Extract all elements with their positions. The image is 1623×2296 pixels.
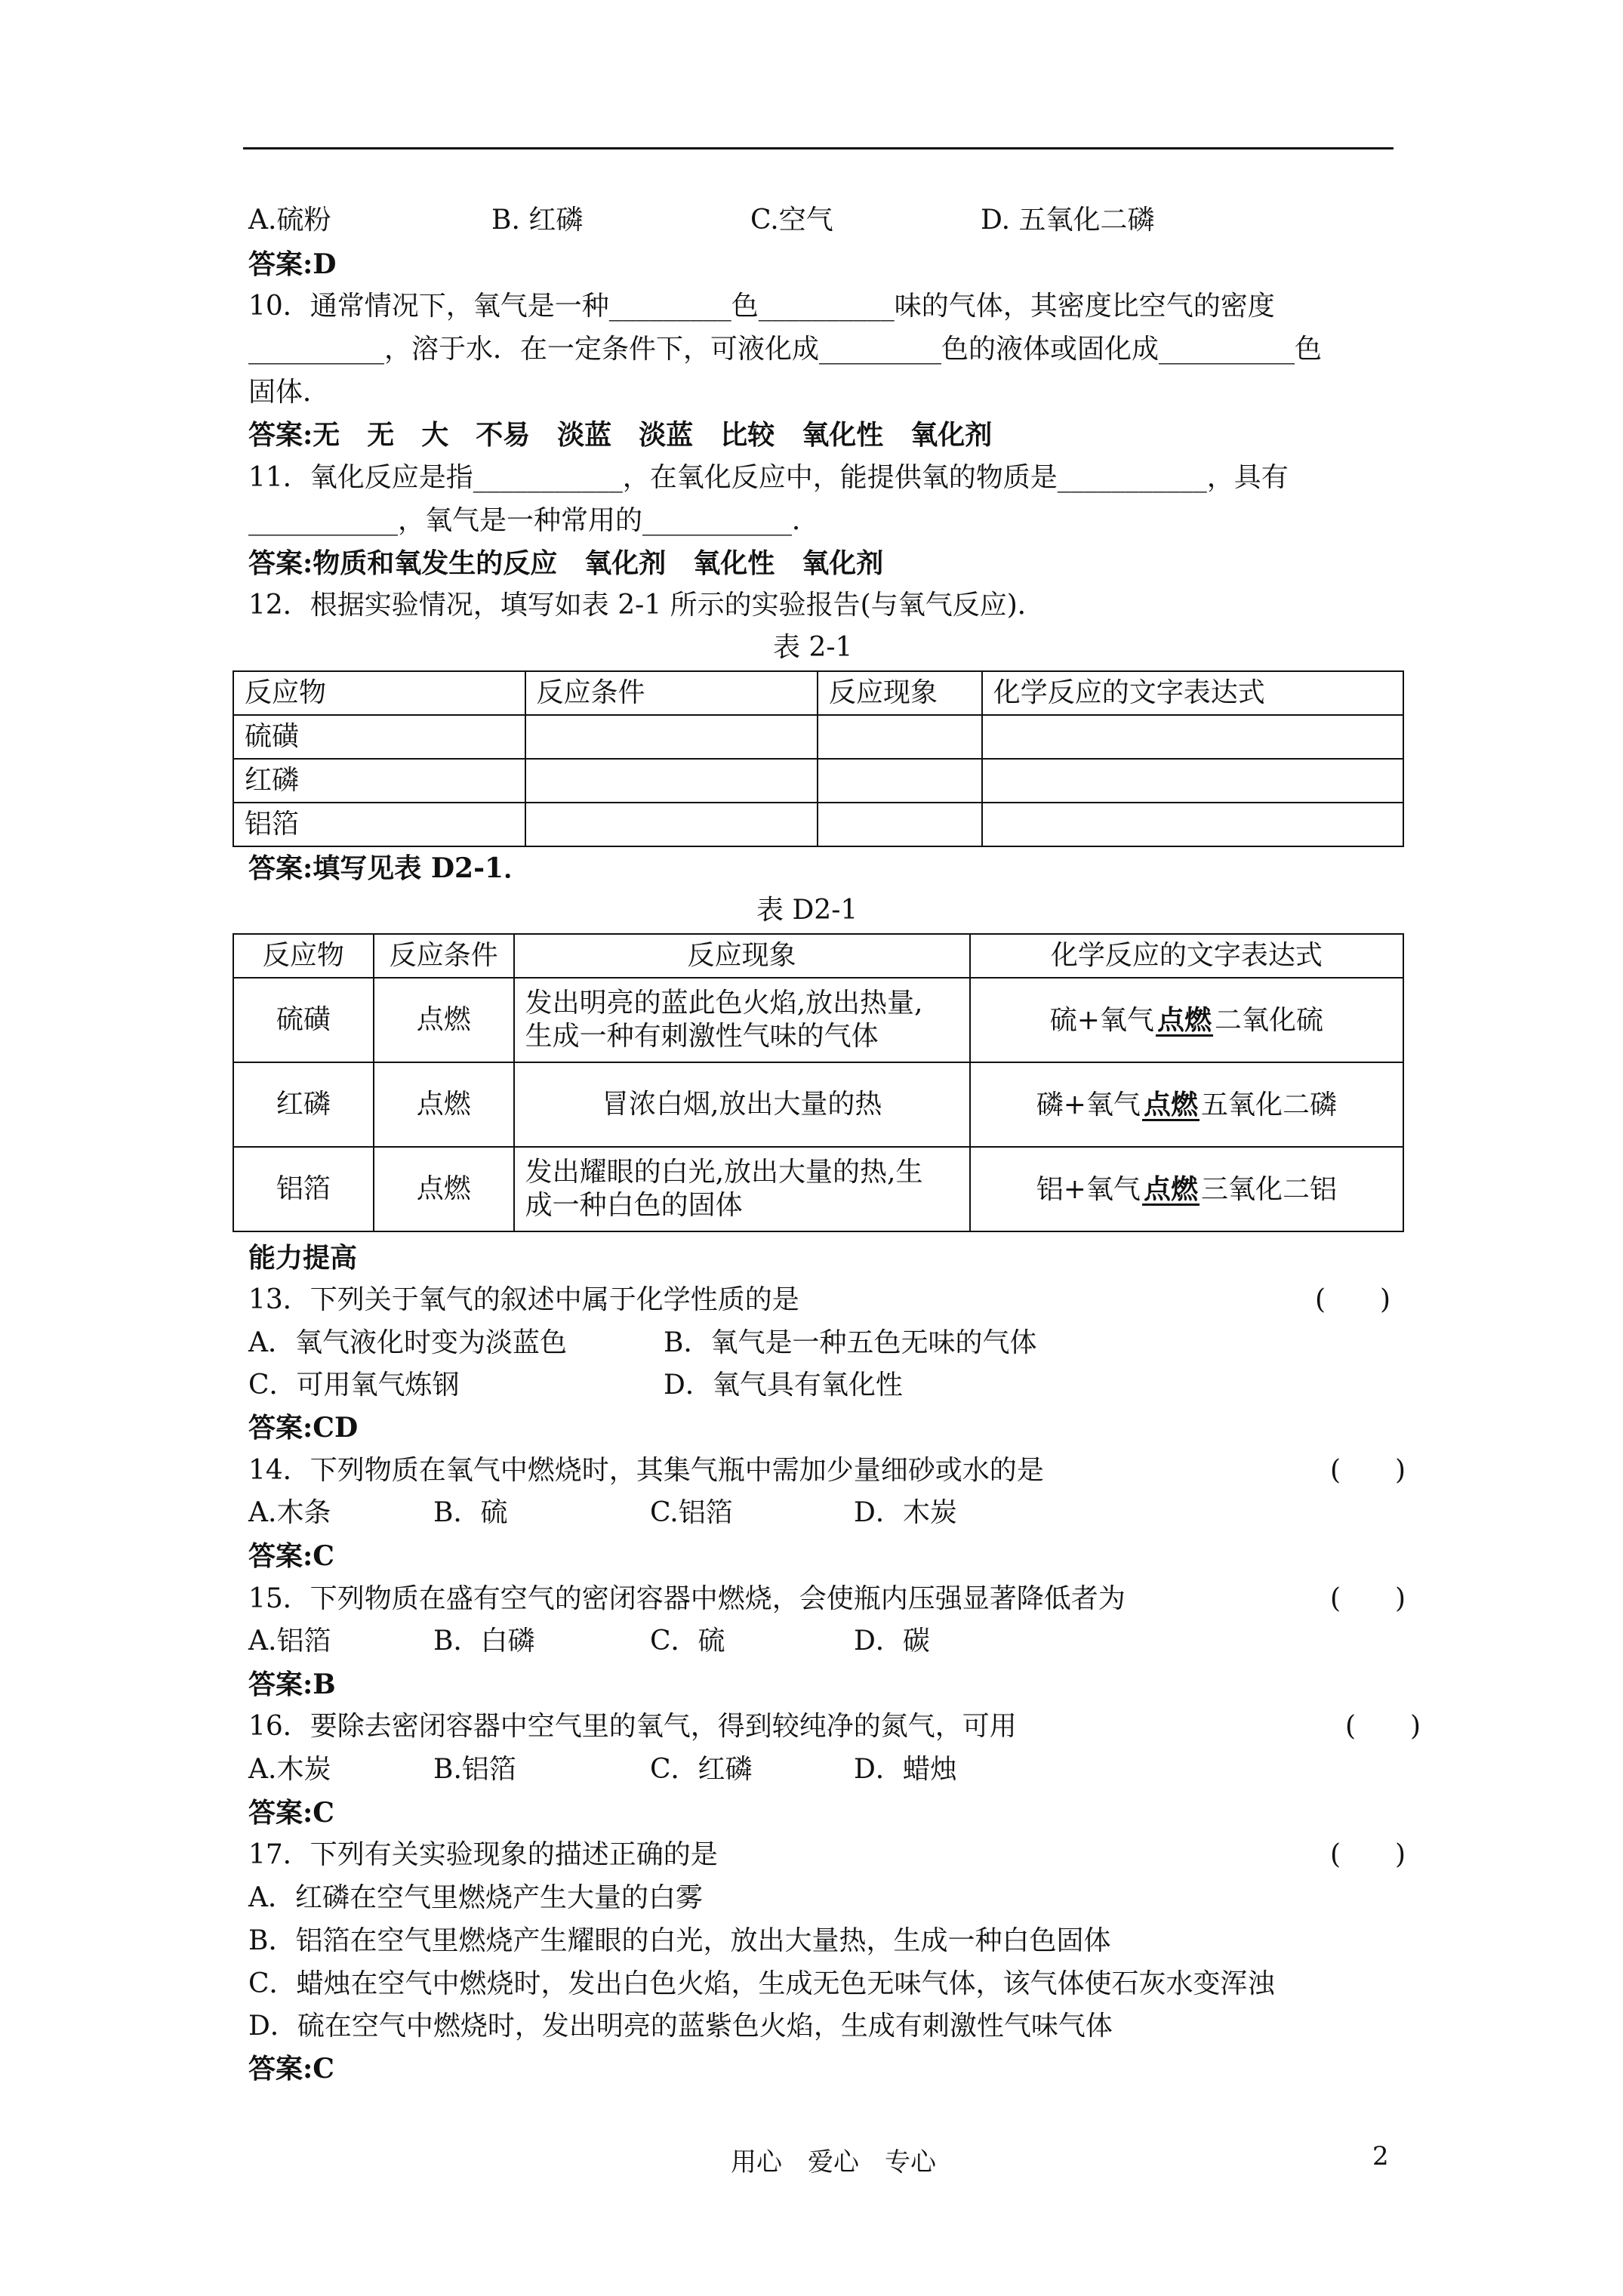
equation-rhs: 五氧化二磷 — [1200, 1089, 1337, 1120]
table-header: 化学反应的文字表达式 — [982, 671, 1403, 715]
phenomenon-line: 发出明亮的蓝此色火焰,放出热量, — [525, 988, 923, 1019]
table-cell: 点燃 — [374, 1147, 514, 1231]
table-row — [233, 978, 1403, 1062]
section-title: 能力提高 — [248, 1242, 358, 1274]
table-cell — [818, 803, 982, 846]
phenomenon-line: 发出耀眼的白光,放出大量的热,生 — [525, 1157, 923, 1188]
table-header: 反应物 — [233, 934, 374, 978]
phenomenon-line: 成一种白色的固体 — [525, 1190, 743, 1221]
equation-lhs: 硫+氧气 — [1049, 1004, 1154, 1036]
option: D．蜡烛 — [854, 1754, 957, 1785]
table-cell: 铝箔 — [233, 1147, 374, 1231]
reaction-arrow: 点燃 — [1154, 1003, 1215, 1037]
table-cell: 红磷 — [233, 759, 525, 803]
option: A．氧气液化时变为淡蓝色 — [248, 1327, 567, 1358]
answer: 答案:D — [248, 248, 337, 280]
reaction-arrow: 点燃 — [1141, 1173, 1201, 1206]
table-header: 反应物 — [233, 671, 525, 715]
table-cell: 硫磺 — [233, 978, 374, 1062]
question-text: 15．下列物质在盛有空气的密闭容器中燃烧，会使瓶内压强显著降低者为 — [248, 1583, 1126, 1614]
table-cell: 冒浓白烟,放出大量的热 — [514, 1062, 970, 1147]
option: D．碳 — [854, 1626, 930, 1657]
table-cell — [525, 759, 818, 803]
option: B．白磷 — [433, 1626, 535, 1657]
table-header: 反应现象 — [818, 671, 982, 715]
table-row — [233, 715, 1403, 759]
answer: 答案:物质和氧发生的反应 氧化剂 氧化性 氧化剂 — [248, 547, 884, 579]
option: D．硫在空气中燃烧时，发出明亮的蓝紫色火焰，生成有刺激性气味气体 — [248, 2011, 1113, 2042]
table-header-row — [233, 671, 1403, 715]
table-header: 化学反应的文字表达式 — [970, 934, 1403, 978]
table-cell — [514, 1147, 970, 1231]
table-cell — [514, 978, 970, 1062]
answer: 答案:C — [248, 2053, 334, 2085]
equation-cell — [970, 1062, 1403, 1147]
answer: 答案:C — [248, 1540, 334, 1572]
table-header: 反应现象 — [514, 934, 970, 978]
question-text: 13．下列关于氧气的叙述中属于化学性质的是 — [248, 1284, 799, 1315]
phenomenon-line: 生成一种有刺激性气味的气体 — [525, 1021, 879, 1052]
equation-cell — [970, 1147, 1403, 1231]
answer: 答案:填写见表 D2-1． — [248, 852, 531, 884]
report-table — [233, 670, 1404, 847]
option: D. 五氧化二磷 — [981, 205, 1155, 236]
option: A.铝箔 — [248, 1626, 331, 1657]
question-text: 14．下列物质在氧气中燃烧时，其集气瓶中需加少量细砂或水的是 — [248, 1455, 1044, 1486]
table-row — [233, 759, 1403, 803]
answer-paren: ( ) — [1315, 1284, 1391, 1315]
equation-lhs: 铝+氧气 — [1036, 1173, 1141, 1205]
table-cell: 点燃 — [374, 978, 514, 1062]
question-text: 16．要除去密闭容器中空气里的氧气，得到较纯净的氮气，可用 — [248, 1711, 1017, 1742]
reaction-arrow: 点燃 — [1141, 1088, 1201, 1121]
question-text: 10．通常情况下，氧气是一种_________色__________味的气体，其密度比空气的密度 — [248, 291, 1275, 322]
equation-cell — [970, 978, 1403, 1062]
equation-rhs: 三氧化二铝 — [1200, 1173, 1337, 1205]
option: C.空气 — [750, 205, 833, 236]
question-text: __________，溶于水．在一定条件下，可液化成_________色的液体或固化成__________色 — [248, 334, 1323, 365]
table-header-row — [233, 934, 1403, 978]
option: A．红磷在空气里燃烧产生大量的白雾 — [248, 1882, 703, 1913]
answer-paren: ( ) — [1330, 1839, 1406, 1870]
table-cell — [525, 715, 818, 759]
option: D．木炭 — [854, 1497, 957, 1528]
option: A.木条 — [248, 1497, 331, 1528]
equation-rhs: 二氧化硫 — [1214, 1004, 1323, 1036]
option: A.硫粉 — [248, 205, 331, 236]
table-cell — [818, 715, 982, 759]
question-text: ___________，氧气是一种常用的___________． — [248, 505, 820, 536]
table-cell — [525, 803, 818, 846]
header-rule — [243, 147, 1394, 149]
table-caption: 表 D2-1 — [756, 895, 858, 926]
option: C．可用氧气炼钢 — [248, 1370, 460, 1401]
question-text: 17．下列有关实验现象的描述正确的是 — [248, 1839, 718, 1870]
option: B．铝箔在空气里燃烧产生耀眼的白光，放出大量热，生成一种白色固体 — [248, 1925, 1111, 1956]
footer-slogan: 用心 爱心 专心 — [731, 2147, 936, 2177]
table-row — [233, 1147, 1403, 1231]
question-text: 11．氧化反应是指___________，在氧化反应中，能提供氧的物质是___________，具有 — [248, 462, 1289, 493]
option: D．氧气具有氧化性 — [664, 1370, 903, 1401]
table-cell — [982, 803, 1403, 846]
answer: 答案:B — [248, 1669, 336, 1700]
table-caption: 表 2-1 — [773, 632, 853, 663]
table-cell: 硫磺 — [233, 715, 525, 759]
table-cell: 铝箔 — [233, 803, 525, 846]
answer: 答案:CD — [248, 1412, 359, 1444]
table-header: 反应条件 — [525, 671, 818, 715]
option: C．红磷 — [650, 1754, 753, 1785]
answer-paren: ( ) — [1330, 1455, 1406, 1486]
table-cell — [982, 759, 1403, 803]
table-header: 反应条件 — [374, 934, 514, 978]
option: B.铝箔 — [433, 1754, 516, 1785]
table-cell: 红磷 — [233, 1062, 374, 1147]
option: C．硫 — [650, 1626, 725, 1657]
option: B．硫 — [433, 1497, 508, 1528]
table-cell — [818, 759, 982, 803]
answer: 答案:无 无 大 不易 淡蓝 淡蓝 比较 氧化性 氧化剂 — [248, 419, 993, 451]
option: A.木炭 — [248, 1754, 331, 1785]
question-text: 固体． — [248, 377, 331, 408]
answer-table — [233, 933, 1404, 1232]
table-row — [233, 803, 1403, 846]
equation-lhs: 磷+氧气 — [1036, 1089, 1141, 1120]
answer: 答案:C — [248, 1797, 334, 1829]
option: C.铝箔 — [650, 1497, 733, 1528]
answer-paren: ( ) — [1330, 1583, 1406, 1614]
table-row — [233, 1062, 1403, 1147]
table-cell — [982, 715, 1403, 759]
option: C．蜡烛在空气中燃烧时，发出白色火焰，生成无色无味气体，该气体使石灰水变浑浊 — [248, 1968, 1275, 1999]
answer-paren: ( ) — [1345, 1711, 1421, 1742]
option: B．氧气是一种五色无味的气体 — [664, 1327, 1037, 1358]
page-number: 2 — [1372, 2141, 1389, 2171]
table-cell: 点燃 — [374, 1062, 514, 1147]
question-text: 12．根据实验情况，填写如表 2-1 所示的实验报告(与氧气反应)． — [248, 590, 1045, 621]
option: B. 红磷 — [491, 205, 584, 236]
